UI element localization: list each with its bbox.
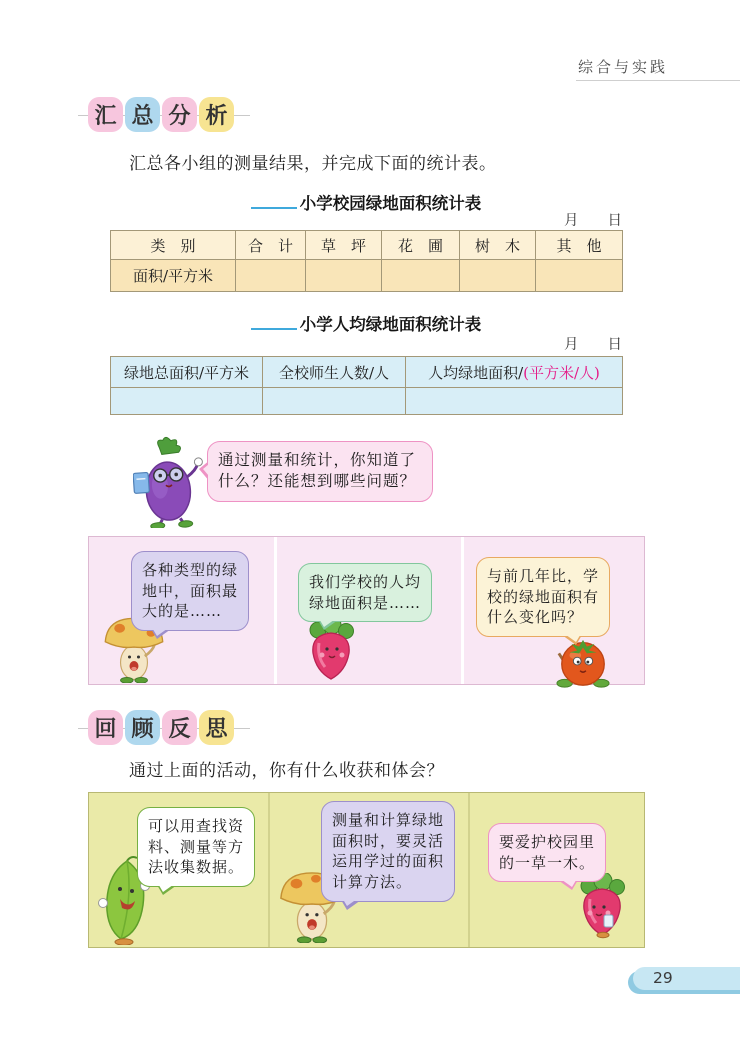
reflection-bubble-pea: 可以用查找资料、测量等方法收集数据。 [137,807,255,887]
col-header: 树 木 [460,231,536,260]
panel-divider [468,793,470,947]
running-head-rule [576,80,740,81]
heading-char: 总 [125,97,160,132]
table-green-area [110,230,623,292]
blank-cell[interactable] [536,260,623,292]
summary-intro-text: 汇总各小组的测量结果，并完成下面的统计表。 [129,154,497,174]
col-header: 全校师生人数/人 [263,357,406,388]
reflection-box [88,792,645,948]
discussion-bubble-mushroom: 各种类型的绿地中，面积最大的是…… [131,551,249,631]
radish-character [576,873,628,939]
title-blank-underline[interactable] [251,194,297,209]
table-area-title [110,190,622,214]
reflect-intro-text: 通过上面的活动，你有什么收获和体会？ [129,761,444,781]
section-heading-summary [88,97,234,133]
blank-cell[interactable] [406,388,623,415]
prompt-bubble: 通过测量和统计，你知道了什么？还能想到哪些问题？ [207,441,433,502]
section-heading-reflect [88,710,234,746]
col-header: 花 圃 [382,231,460,260]
table-capita-date: 月 日 [564,337,622,353]
blank-cell[interactable] [111,388,263,415]
title-blank-underline[interactable] [251,315,297,330]
heading-char: 析 [199,97,234,132]
heading-char: 思 [199,710,234,745]
col-header: 类 别 [111,231,236,260]
table-capita-title [110,311,622,335]
row-label: 面积/平方米 [111,260,236,292]
col-header: 草 坪 [306,231,382,260]
table-capita-title-text: 小学人均绿地面积统计表 [299,315,482,334]
heading-char: 分 [162,97,197,132]
table-area-title-text: 小学校园绿地面积统计表 [299,194,482,213]
blank-cell[interactable] [460,260,536,292]
heading-char: 回 [88,710,123,745]
col-header: 人均绿地面积/(平方米/人) [406,357,623,388]
col-header: 合 计 [236,231,306,260]
blank-cell[interactable] [382,260,460,292]
heading-char: 顾 [125,710,160,745]
heading-char: 反 [162,710,197,745]
col-header-unit-accent: (平方米/人) [523,363,600,382]
eggplant-character [133,436,205,528]
discussion-bubble-tomato: 与前几年比，学校的绿地面积有什么变化吗？ [476,557,610,637]
blank-cell[interactable] [263,388,406,415]
page-number-pill [628,967,740,995]
col-header: 绿地总面积/平方米 [111,357,263,388]
discussion-box [88,536,645,685]
reflection-bubble-mushroom: 测量和计算绿地面积时，要灵活运用学过的面积计算方法。 [321,801,455,902]
table-per-capita [110,356,623,415]
panel-divider [461,537,464,684]
discussion-bubble-radish: 我们学校的人均绿地面积是…… [298,563,432,622]
heading-char: 汇 [88,97,123,132]
running-head-label: 综合与实践 [578,58,669,76]
table-area-date: 月 日 [564,213,622,229]
blank-cell[interactable] [306,260,382,292]
panel-divider [268,793,270,947]
col-header: 其 他 [536,231,623,260]
reflection-bubble-radish: 要爱护校园里的一草一木。 [488,823,606,882]
blank-cell[interactable] [236,260,306,292]
panel-divider [274,537,277,684]
page-number: 29 [633,967,740,990]
